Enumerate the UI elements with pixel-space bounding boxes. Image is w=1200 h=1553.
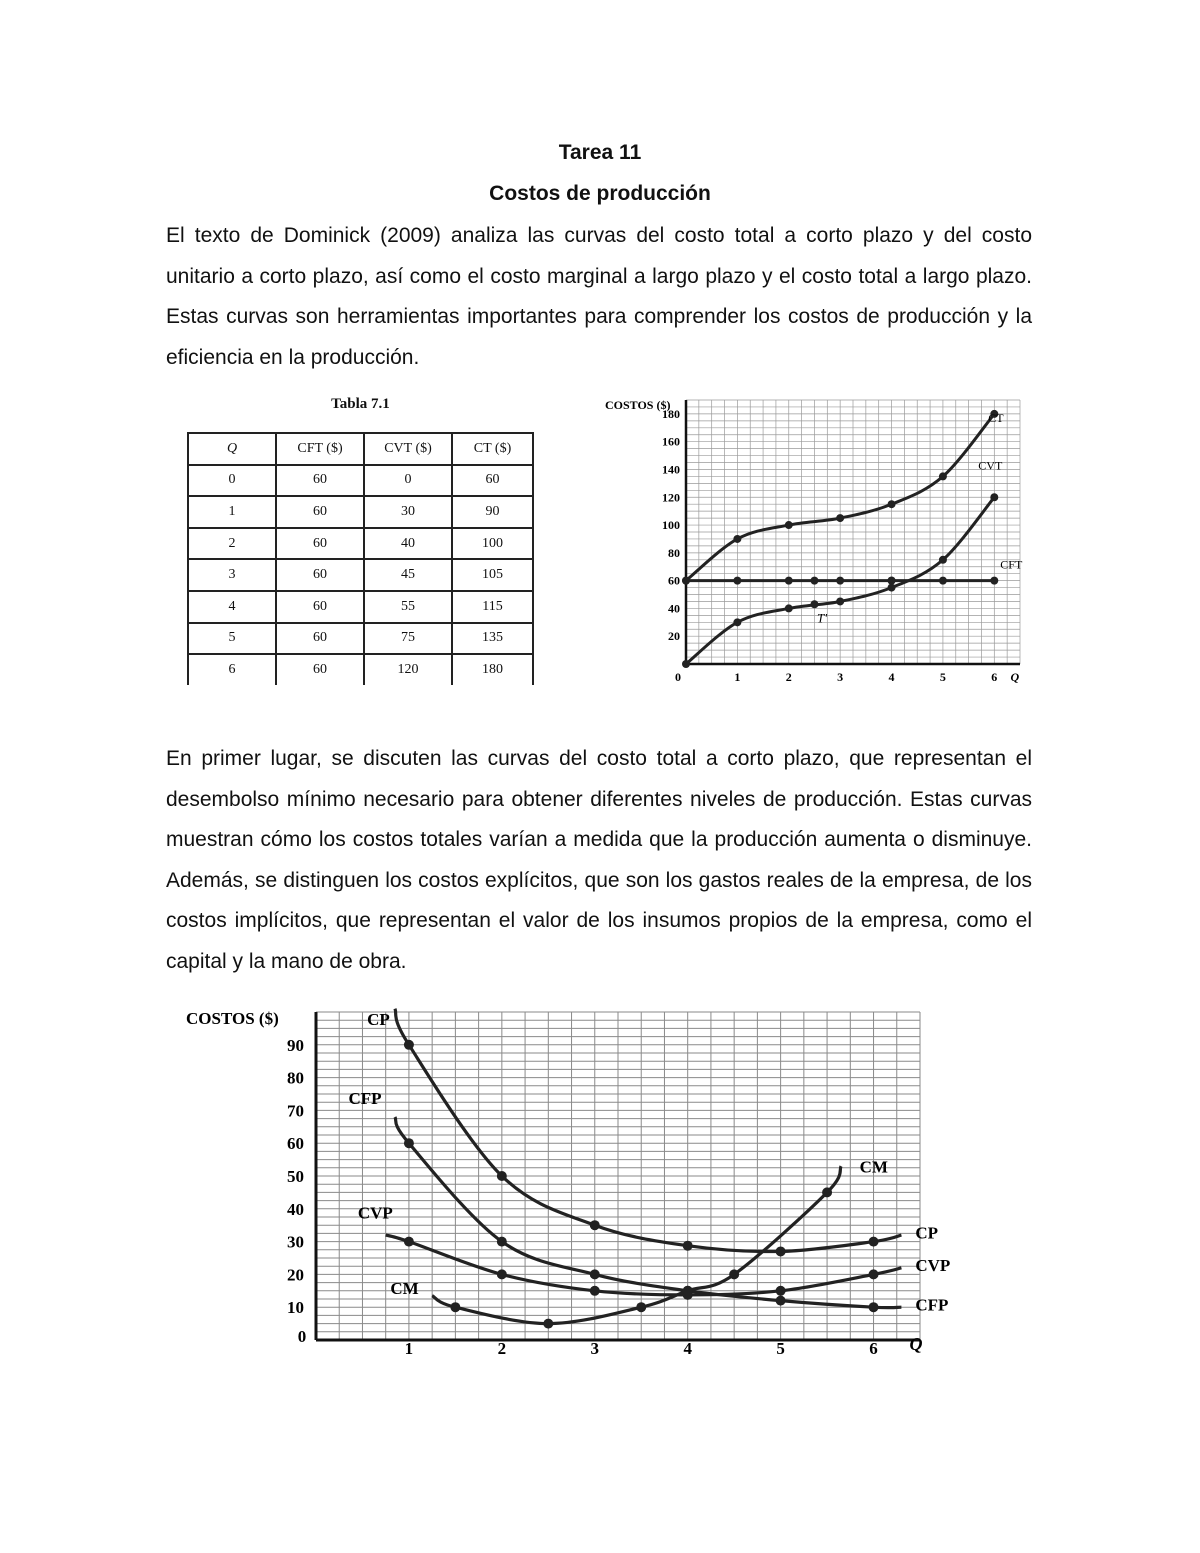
data-point-cft (888, 577, 896, 585)
y-axis-label: COSTOS ($) (186, 1009, 279, 1028)
data-point-cft (836, 577, 844, 585)
x-tick-label: 3 (590, 1339, 600, 1358)
cell-cvt: 120 (364, 654, 452, 685)
series-label-cfp: CFP (915, 1295, 949, 1315)
series-line-cvp (386, 1235, 902, 1295)
data-point-cp (590, 1220, 600, 1230)
x-tick-label: 1 (404, 1339, 414, 1358)
data-point-cvp (590, 1286, 600, 1296)
data-point-cvp (404, 1237, 414, 1247)
data-point-cfp (590, 1269, 600, 1279)
series-label-cvp: CVP (915, 1256, 951, 1276)
data-point-cvt (939, 556, 947, 564)
cell-ct: 60 (452, 465, 533, 497)
cell-q: 2 (188, 528, 276, 560)
table-row (188, 654, 533, 685)
y-tick-label: 20 (668, 629, 680, 644)
x-tick-label: 0 (675, 670, 681, 684)
cell-q: 0 (188, 465, 276, 497)
data-point-cm (450, 1302, 460, 1312)
y-tick-label: 10 (287, 1298, 304, 1318)
data-point-ct (888, 500, 896, 508)
series-label-cp: CP (915, 1223, 939, 1243)
paragraph-2: En primer lugar, se discuten las curvas del costo total a corto plazo, que representan el desembolso mínimo necesario para obtener diferentes niveles de producción. Estas curvas muestran cómo los costos totales varían a medida que la producción aumenta o disminuye. Además, se distinguen los costos explícitos, que son los gastos reales de la empresa, de los costos implícitos, que representan el valor de los insumos propios de la empresa, como el capital y la mano de obra. (166, 747, 1032, 973)
cell-q: 6 (188, 654, 276, 685)
data-point-cfp (776, 1296, 786, 1306)
data-point-cm (543, 1319, 553, 1329)
series-label-cm: CM (390, 1279, 419, 1299)
header-q: Q (188, 433, 276, 465)
y-tick-label: 140 (662, 462, 680, 477)
paragraph-1: El texto de Dominick (2009) analiza las curvas del costo total a corto plazo y del costo unitario a corto plazo, así como el costo marginal a largo plazo y el costo total a largo plazo. Estas curvas son herramientas importantes para comprender los costos de producción y la eficiencia en la producción. (166, 224, 1032, 369)
data-point-cp (869, 1237, 879, 1247)
data-point-cfp (869, 1302, 879, 1312)
table-row (188, 528, 533, 560)
data-point-cft (733, 577, 741, 585)
data-point-cp (776, 1246, 786, 1256)
data-point-cft (810, 577, 818, 585)
data-point-cft (682, 577, 690, 585)
data-point-cm (729, 1269, 739, 1279)
table-caption: Tabla 7.1 (331, 396, 390, 412)
y-tick-label: 80 (287, 1068, 304, 1088)
y-tick-label: 40 (668, 601, 680, 616)
unit-cost-chart (180, 1000, 951, 1360)
y-tick-label: 60 (668, 573, 680, 588)
data-point-cft (990, 577, 998, 585)
x-axis-label: Q (1010, 670, 1020, 684)
x-tick-label: 5 (939, 670, 946, 684)
table-row (188, 559, 533, 591)
data-point-cp (404, 1040, 414, 1050)
header-ct: CT ($) (452, 433, 533, 465)
cell-ct: 100 (452, 528, 533, 560)
table-row (188, 623, 533, 655)
cell-ct: 135 (452, 623, 533, 655)
cell-cft: 60 (276, 559, 364, 591)
y-tick-label: 90 (287, 1035, 304, 1055)
cell-cft: 60 (276, 465, 364, 497)
data-point-cft (939, 577, 947, 585)
table-row (188, 591, 533, 623)
series-label-cfp: CFP (348, 1088, 382, 1108)
cell-cft: 60 (276, 591, 364, 623)
table-row (188, 496, 533, 528)
table-row (188, 465, 533, 497)
y-tick-label: 60 (287, 1134, 304, 1154)
header-cft: CFT ($) (276, 433, 364, 465)
y-tick-label: 180 (662, 406, 680, 421)
cell-cvt: 45 (364, 559, 452, 591)
y-tick-label: 30 (287, 1232, 304, 1252)
data-point-cft (785, 577, 793, 585)
document-subtitle: Costos de producción (489, 182, 711, 205)
y-tick-label: 160 (662, 434, 680, 449)
cell-q: 5 (188, 623, 276, 655)
x-tick-label: 6 (869, 1339, 878, 1358)
cost-table (187, 432, 534, 685)
series-label-cvt: CVT (978, 458, 1003, 473)
series-label-cvp: CVP (357, 1203, 393, 1223)
y-axis-label: COSTOS ($) (605, 398, 671, 412)
x-tick-label: 2 (785, 670, 792, 684)
data-point-cfp (404, 1138, 414, 1148)
table-header-row (188, 433, 533, 465)
series-line-cfp (395, 1117, 901, 1308)
data-point-ct (733, 535, 741, 543)
cell-q: 3 (188, 559, 276, 591)
data-point-cvt (785, 604, 793, 612)
data-point-cm (683, 1286, 693, 1296)
y-tick-label: 70 (287, 1101, 304, 1121)
data-point-cvt (733, 618, 741, 626)
cell-ct: 90 (452, 496, 533, 528)
data-point-ct (836, 514, 844, 522)
cell-cft: 60 (276, 654, 364, 685)
series-label-ct: CT (988, 410, 1004, 425)
total-cost-chart (600, 392, 1030, 687)
series-label-cm: CM (859, 1157, 888, 1177)
x-tick-label: 4 (683, 1339, 692, 1358)
cell-ct: 105 (452, 559, 533, 591)
x-tick-label: 6 (991, 670, 998, 684)
y-tick-label: 50 (287, 1167, 304, 1186)
cell-cvt: 75 (364, 623, 452, 655)
y-tick-label: 120 (662, 490, 680, 505)
y-tick-label: 100 (662, 518, 680, 533)
x-tick-label: 0 (297, 1327, 307, 1346)
header-cvt: CVT ($) (364, 433, 452, 465)
y-tick-label: 20 (287, 1265, 304, 1285)
cell-q: 4 (188, 591, 276, 623)
series-label-cp: CP (367, 1010, 390, 1030)
x-tick-label: 3 (837, 670, 844, 684)
cell-ct: 180 (452, 654, 533, 685)
data-point-ct (785, 521, 793, 529)
x-tick-label: 1 (734, 670, 741, 684)
data-point-cvt (682, 660, 690, 668)
cell-cvt: 30 (364, 496, 452, 528)
data-point-cfp (497, 1237, 507, 1247)
data-point-ct (939, 472, 947, 480)
cell-q: 1 (188, 496, 276, 528)
data-point-cvp (776, 1286, 786, 1296)
x-tick-label: 5 (776, 1339, 785, 1358)
cell-ct: 115 (452, 591, 533, 623)
series-label-cft: CFT (1000, 557, 1023, 572)
cell-cvt: 0 (364, 465, 452, 497)
data-point-cp (497, 1171, 507, 1181)
inflection-label: T' (817, 610, 828, 626)
y-tick-label: 40 (287, 1199, 304, 1219)
data-point-cm (822, 1187, 832, 1197)
document-title: Tarea 11 (558, 141, 642, 164)
data-point-cvt (888, 584, 896, 592)
data-point-cvt (810, 600, 818, 608)
y-tick-label: 80 (668, 545, 680, 560)
data-point-cvp (497, 1269, 507, 1279)
cell-cft: 60 (276, 623, 364, 655)
cell-cvt: 40 (364, 528, 452, 560)
data-point-cvt (836, 597, 844, 605)
cell-cvt: 55 (364, 591, 452, 623)
cell-cft: 60 (276, 528, 364, 560)
x-tick-label: 2 (497, 1339, 507, 1358)
x-axis-label: Q (909, 1334, 923, 1354)
cell-cft: 60 (276, 496, 364, 528)
data-point-cp (683, 1241, 693, 1251)
x-tick-label: 4 (888, 670, 895, 684)
data-point-cvp (869, 1269, 879, 1279)
data-point-cvt (990, 493, 998, 501)
data-point-cm (636, 1302, 646, 1312)
